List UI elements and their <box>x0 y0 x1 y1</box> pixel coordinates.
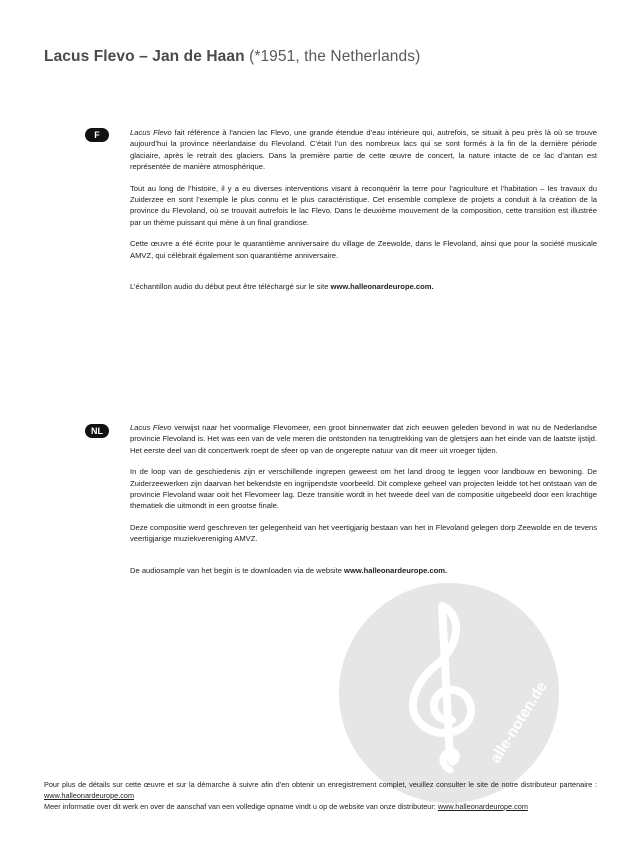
footer-link-nl[interactable]: www.halleonardeurope.com <box>437 802 528 811</box>
website-link[interactable]: www.halleonardeurope.com. <box>344 565 448 575</box>
website-link[interactable]: www.halleonardeurope.com. <box>330 282 434 292</box>
title-main: Lacus Flevo – Jan de Haan <box>44 48 245 65</box>
footer-dutch: Meer informatie over dit werk en over de aanschaf van een volledige opname vindt u op de website van onze distributeur: www.halleonardeurope.com <box>44 802 528 811</box>
dutch-paragraph-3: Deze compositie werd geschreven ter gelegenheid van het veertigjarig bestaan van het in Flevoland gelegen dorp Zeewolde en de tevens veertigjarige muziekvereniging AMVZ. <box>130 522 597 544</box>
footer-french: Pour plus de détails sur cette œuvre et sur la démarche à suivre afin d’en obtenir un enregistrement complet, veuillez consulter le site de notre distributeur partenaire : www.halleonardeurope.com <box>44 780 597 800</box>
page-title <box>44 48 420 66</box>
french-paragraph-3: Cette œuvre a été écrite pour le quarantième anniversaire du village de Zeewolde, dans le Flevoland, ainsi que pour la société musicale AMVZ, qui célébrait également son quarantième anniversaire. <box>130 239 597 260</box>
language-badge-fr: F <box>85 128 109 142</box>
french-paragraph-2: Tout au long de l’histoire, il y a eu diverses interventions visant à reconquérir la terre pour l’agriculture et l’habitation – les travaux du Zuiderzee en sont l’exemple le plus connu et le plus caractéristique. Cet ensemble complexe de projets a conduit à la création de la province du Flevoland, où se trouvait autrefois le lac Flevo. Dans le deuxième mouvement de la composition, cette transition est illustrée par un thème puissant qui mène à un final grandiose. <box>130 183 597 227</box>
french-section <box>130 127 597 302</box>
dutch-paragraph-1: Lacus Flevo verwijst naar het voormalige Flevomeer, een groot binnenwater dat zich eeuwen geleden bevond in wat nu de Nederlandse provincie Flevoland is. Het was een van de vele meren die ontstonden na terugtrekking van de gletsjers aan het einde van de laatste ijstijd. Het eerste deel van dit concertwerk roept de sfeer op van de ongerepte natuur van dit meer uit vroeger tijden. <box>130 423 597 455</box>
work-title: Lacus Flevo <box>130 423 172 432</box>
dutch-section <box>130 422 597 586</box>
french-download-line: L’échantillon audio du début peut être téléchargé sur le site www.halleonardeurope.com. <box>130 282 434 292</box>
language-badge-nl: NL <box>85 424 109 438</box>
title-sub: (*1951, the Netherlands) <box>249 48 421 65</box>
work-title: Lacus Flevo <box>130 128 172 137</box>
watermark-text: alle-noten.de <box>486 678 551 767</box>
watermark-treble-clef-logo <box>338 582 560 804</box>
footer <box>44 779 597 812</box>
french-paragraph-1: Lacus Flevo fait référence à l’ancien lac Flevo, une grande étendue d’eau intérieure qui, autrefois, se situait à peu près là où se trouve aujourd’hui la province néerlandaise du Flevoland. C’était l’un des nombreux lacs qui se sont formés à la fin de la dernière période glaciaire, après le retrait des glaciers. Dans la première partie de cette œuvre de concert, la nature intacte de ce lac d’antan est représentée de manière atmosphérique. <box>130 128 597 172</box>
dutch-paragraph-2: In de loop van de geschiedenis zijn er verschillende ingrepen geweest om het land droog te leggen voor landbouw en bewoning. De Zuiderzeewerken zijn daarvan het bekendste en ingrijpendste voorbeeld. Dit complexe geheel van projecten leidde tot het ontstaan van de provincie Flevoland waar ooit het Flevomeer lag. Deze transitie wordt in het tweede deel van de compositie uitgebeeld door een krachtige thematiek die uitmondt in een grootse finale. <box>130 467 597 511</box>
footer-link-fr[interactable]: www.halleonardeurope.com <box>44 791 135 800</box>
dutch-download-line: De audiosample van het begin is te downloaden via de website www.halleonardeurope.com. <box>130 565 448 575</box>
